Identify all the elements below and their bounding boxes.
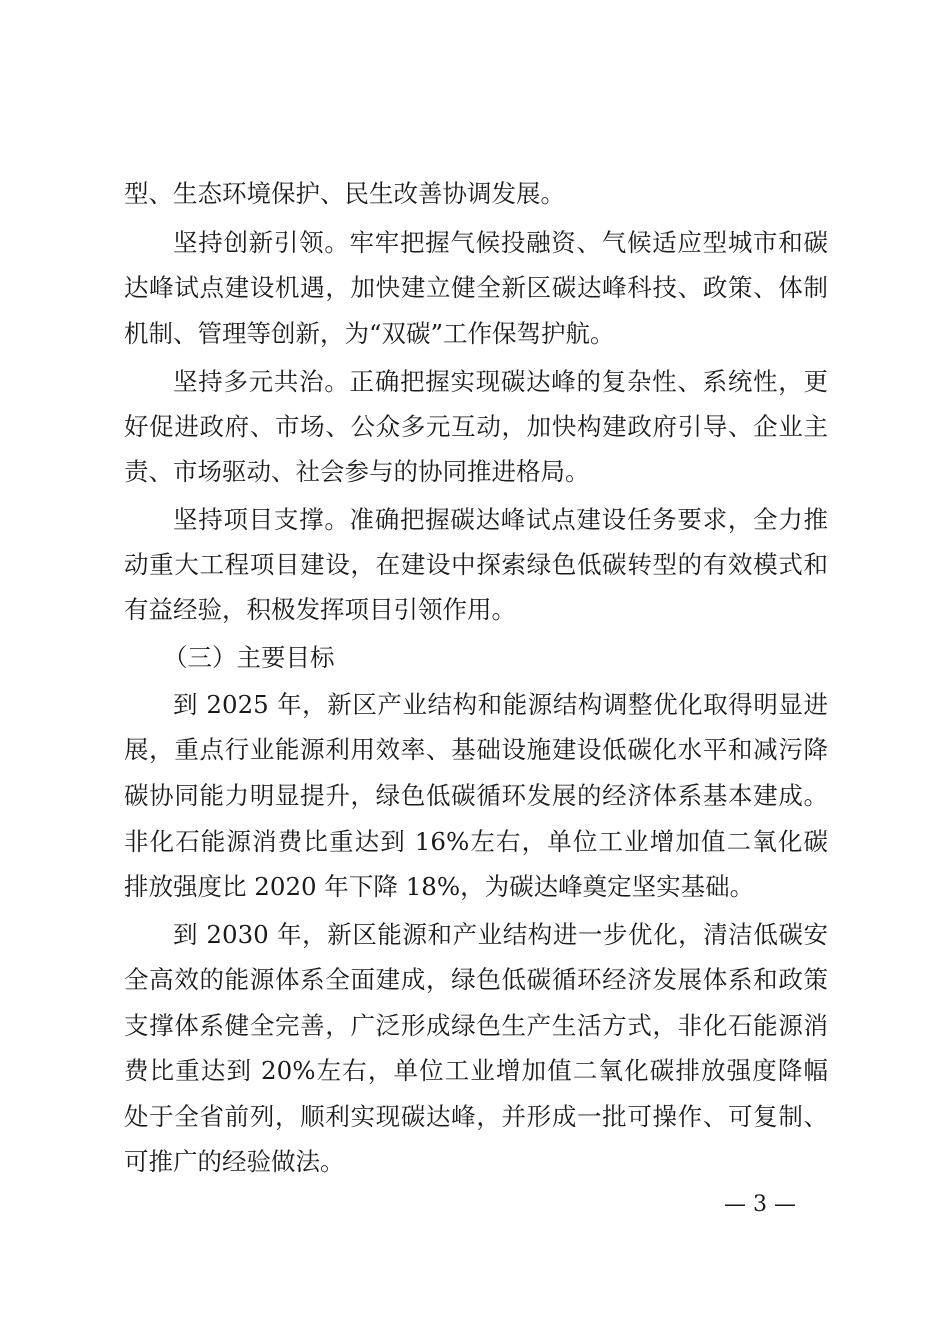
text-line: 展，重点行业能源利用效率、基础设施建设低碳化水平和减污降 <box>124 735 828 764</box>
text-line: 好促进政府、市场、公众多元互动，加快构建政府引导、企业主 <box>124 412 828 441</box>
section-heading: （三）主要目标 <box>163 643 335 672</box>
text-line: 责、市场驱动、社会参与的协同推进格局。 <box>124 457 590 486</box>
page-number: — 3 — <box>724 1192 796 1217</box>
text-line: 碳协同能力明显提升，绿色低碳循环发展的经济体系基本建成。 <box>124 781 828 810</box>
text-line: 机制、管理等创新，为“双碳”工作保驾护航。 <box>124 319 615 348</box>
text-line: 有益经验，积极发挥项目引领作用。 <box>124 595 516 624</box>
text-line: 支撑体系健全完善，广泛形成绿色生产生活方式，非化石能源消 <box>124 1011 828 1040</box>
text-line: 达峰试点建设机遇，加快建立健全新区碳达峰科技、政策、体制 <box>124 273 828 302</box>
text-line: 处于全省前列，顺利实现碳达峰，并形成一批可操作、可复制、 <box>124 1102 828 1131</box>
text-line: 坚持创新引领。牢牢把握气候投融资、气候适应型城市和碳 <box>173 228 828 257</box>
text-line: 动重大工程项目建设，在建设中探索绿色低碳转型的有效模式和 <box>124 550 828 579</box>
text-line: 费比重达到 20%左右，单位工业增加值二氧化碳排放强度降幅 <box>124 1056 828 1085</box>
text-line: 坚持多元共治。正确把握实现碳达峰的复杂性、系统性，更 <box>173 367 828 396</box>
text-line: 全高效的能源体系全面建成，绿色低碳循环经济发展体系和政策 <box>124 965 828 994</box>
text-line: 可推广的经验做法。 <box>124 1147 345 1176</box>
text-line: 到 2030 年，新区能源和产业结构进一步优化，清洁低碳安 <box>173 920 828 949</box>
text-line: 排放强度比 2020 年下降 18%，为碳达峰奠定坚实基础。 <box>124 872 755 901</box>
text-line: 到 2025 年，新区产业结构和能源结构调整优化取得明显进 <box>173 690 828 719</box>
text-line: 非化石能源消费比重达到 16%左右，单位工业增加值二氧化碳 <box>124 827 828 856</box>
text-line: 坚持项目支撑。准确把握碳达峰试点建设任务要求，全力推 <box>173 505 828 534</box>
text-line: 型、生态环境保护、民生改善协调发展。 <box>124 179 565 208</box>
